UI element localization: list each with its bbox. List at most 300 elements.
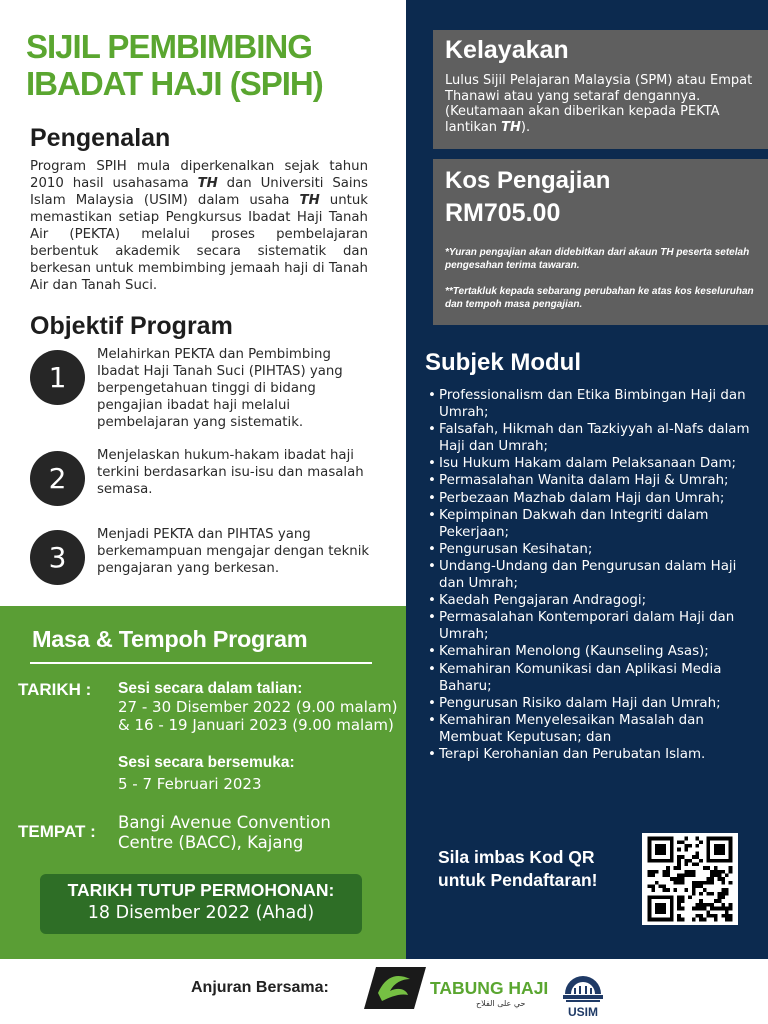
qr-module xyxy=(684,859,688,863)
qr-module xyxy=(662,885,666,889)
qr-module xyxy=(681,877,685,881)
fee-amount: RM705.00 xyxy=(445,199,561,227)
qr-module xyxy=(729,859,733,863)
date-label: TARIKH : xyxy=(18,680,92,699)
qr-module xyxy=(699,899,703,903)
qr-module xyxy=(662,837,666,841)
qr-module xyxy=(699,892,703,896)
qr-module xyxy=(655,903,659,907)
qr-module xyxy=(707,877,711,881)
tabung-haji-arabic-text: حي على الفلاح xyxy=(476,999,526,1008)
qr-module xyxy=(729,907,733,911)
qr-module xyxy=(651,885,655,889)
qr-module xyxy=(662,873,666,877)
title-line-1: SIJIL PEMBIMBING xyxy=(26,28,312,65)
qr-module xyxy=(655,870,659,874)
online-session-dates: 27 - 30 Disember 2022 (9.00 malam) & 16 - 19 Januari 2023 (9.00 malam) xyxy=(118,698,398,734)
qr-module xyxy=(659,903,663,907)
module-item: • Kemahiran Menolong (Kaunseling Asas); xyxy=(428,643,761,660)
closing-date-value: 18 Disember 2022 (Ahad) xyxy=(87,903,315,923)
qr-module xyxy=(648,848,652,852)
qr-module xyxy=(725,907,729,911)
qr-module xyxy=(718,870,722,874)
qr-module xyxy=(714,907,718,911)
qr-module xyxy=(677,855,681,859)
qr-module xyxy=(670,859,674,863)
qr-module xyxy=(707,844,711,848)
qr-module xyxy=(662,851,666,855)
qr-module xyxy=(670,918,674,922)
qr-module xyxy=(659,859,663,863)
qr-module xyxy=(659,848,663,852)
module-item: • Kemahiran Menyelesaikan Masalah dan Membuat Keputusan; dan xyxy=(428,712,761,746)
module-item: • Permasalahan Kontemporari dalam Haji dan Umrah; xyxy=(428,609,761,643)
qr-module xyxy=(707,837,711,841)
page-title xyxy=(26,28,401,102)
qr-module xyxy=(721,881,725,885)
qr-module xyxy=(662,918,666,922)
qr-module xyxy=(699,907,703,911)
fee-heading: Kos Pengajian xyxy=(445,167,611,194)
qr-module xyxy=(681,873,685,877)
footer xyxy=(0,959,768,1024)
qr-module xyxy=(710,877,714,881)
objective-number-badge: 2 xyxy=(30,451,85,506)
usim-logo-icon xyxy=(560,966,606,1020)
qr-module xyxy=(655,881,659,885)
qr-module xyxy=(707,848,711,852)
qr-module xyxy=(729,844,733,848)
qr-module xyxy=(721,837,725,841)
qr-module xyxy=(648,870,652,874)
qr-module xyxy=(688,844,692,848)
qr-module xyxy=(729,903,733,907)
qr-module xyxy=(699,840,703,844)
qr-module xyxy=(707,881,711,885)
qr-module xyxy=(725,918,729,922)
qr-module xyxy=(692,918,696,922)
qr-module xyxy=(648,885,652,889)
qr-module xyxy=(655,910,659,914)
qr-module xyxy=(725,873,729,877)
qr-module xyxy=(670,903,674,907)
qr-module xyxy=(655,848,659,852)
qr-module xyxy=(714,866,718,870)
usim-logo-text: USIM xyxy=(568,1005,598,1019)
qr-module xyxy=(725,892,729,896)
qr-module xyxy=(721,907,725,911)
objective-item xyxy=(30,527,390,586)
qr-module xyxy=(673,881,677,885)
qr-module xyxy=(684,873,688,877)
eligibility-text: Lulus Sijil Pelajaran Malaysia (SPM) atau Empat Thanawi atau yang setaraf dengannya. (Keutamaan akan diberikan kepada PEKTA lantikan TH). xyxy=(445,73,753,135)
left-column xyxy=(0,0,406,606)
qr-module xyxy=(684,844,688,848)
qr-module xyxy=(670,837,674,841)
online-session-heading: Sesi secara dalam talian: xyxy=(118,680,303,697)
fee-box xyxy=(433,159,768,325)
qr-module xyxy=(651,918,655,922)
qr-module xyxy=(677,848,681,852)
qr-module xyxy=(648,873,652,877)
qr-module xyxy=(729,870,733,874)
qr-module xyxy=(677,873,681,877)
qr-module xyxy=(670,896,674,900)
qr-instruction: Sila imbas Kod QR untuk Pendaftaran! xyxy=(438,847,598,890)
module-item: • Pengurusan Kesihatan; xyxy=(428,541,761,558)
modules-heading: Subjek Modul xyxy=(425,349,581,376)
qr-module xyxy=(692,907,696,911)
qr-module xyxy=(718,896,722,900)
qr-module xyxy=(718,859,722,863)
qr-module xyxy=(707,840,711,844)
qr-module xyxy=(681,881,685,885)
modules-list xyxy=(428,387,761,763)
qr-module xyxy=(710,870,714,874)
qr-module xyxy=(651,870,655,874)
schedule-section xyxy=(0,606,406,959)
qr-module xyxy=(696,914,700,918)
module-item: • Kemahiran Komunikasi dan Aplikasi Media Baharu; xyxy=(428,661,761,695)
qr-module xyxy=(721,888,725,892)
qr-module xyxy=(714,918,718,922)
qr-module xyxy=(692,881,696,885)
qr-module xyxy=(699,881,703,885)
qr-module xyxy=(648,914,652,918)
qr-module xyxy=(684,870,688,874)
qr-module xyxy=(684,837,688,841)
qr-module xyxy=(699,914,703,918)
qr-module xyxy=(659,896,663,900)
qr-module xyxy=(677,881,681,885)
qr-module xyxy=(692,855,696,859)
qr-module xyxy=(655,918,659,922)
qr-module xyxy=(718,873,722,877)
module-item: • Terapi Kerohanian dan Perubatan Islam. xyxy=(428,746,761,763)
qr-module xyxy=(718,877,722,881)
organizers-label: Anjuran Bersama: xyxy=(191,979,329,996)
heading-divider xyxy=(30,662,372,664)
qr-module xyxy=(703,907,707,911)
qr-module xyxy=(718,844,722,848)
objectives-heading: Objektif Program xyxy=(30,312,233,340)
qr-module xyxy=(648,844,652,848)
qr-module xyxy=(648,851,652,855)
qr-module xyxy=(721,892,725,896)
qr-module xyxy=(670,914,674,918)
qr-module xyxy=(692,873,696,877)
qr-module xyxy=(718,899,722,903)
qr-module xyxy=(699,885,703,889)
qr-module xyxy=(677,907,681,911)
objective-number-badge: 3 xyxy=(30,530,85,585)
qr-module xyxy=(670,877,674,881)
qr-module xyxy=(696,862,700,866)
qr-module xyxy=(710,873,714,877)
right-column xyxy=(406,0,768,959)
qr-module xyxy=(655,896,659,900)
venue-text: Bangi Avenue Convention Centre (BACC), Kajang xyxy=(118,813,331,852)
module-item: • Permasalahan Wanita dalam Haji & Umrah; xyxy=(428,472,761,489)
qr-module xyxy=(729,855,733,859)
objective-text: Melahirkan PEKTA dan Pembimbing Ibadat Haji Tanah Suci (PIHTAS) yang berpengetahuan tinggi di bidang pengajian ibadat haji melalui pembelajaran yang sistematik. xyxy=(97,347,343,430)
qr-module xyxy=(677,903,681,907)
qr-module xyxy=(729,866,733,870)
qr-module xyxy=(707,855,711,859)
qr-module xyxy=(666,866,670,870)
qr-module xyxy=(662,859,666,863)
eligibility-box xyxy=(433,30,768,149)
qr-module xyxy=(677,859,681,863)
qr-module xyxy=(670,907,674,911)
qr-module xyxy=(677,877,681,881)
qr-module xyxy=(721,859,725,863)
qr-module xyxy=(677,918,681,922)
closing-date-label: TARIKH TUTUP PERMOHONAN: xyxy=(67,880,335,900)
qr-module xyxy=(670,844,674,848)
qr-module xyxy=(684,888,688,892)
module-item: • Professionalism dan Etika Bimbingan Haji dan Umrah; xyxy=(428,387,761,421)
qr-module xyxy=(651,888,655,892)
qr-module xyxy=(651,837,655,841)
qr-module xyxy=(659,844,663,848)
qr-module xyxy=(729,848,733,852)
module-item: • Kaedah Pengajaran Andragogi; xyxy=(428,592,761,609)
qr-module xyxy=(648,910,652,914)
qr-module xyxy=(666,837,670,841)
qr-module xyxy=(659,851,663,855)
qr-module xyxy=(692,870,696,874)
objective-item xyxy=(30,347,390,430)
qr-module xyxy=(662,903,666,907)
qr-module xyxy=(707,859,711,863)
qr-module xyxy=(729,918,733,922)
qr-module xyxy=(684,862,688,866)
schedule-heading: Masa & Tempoh Program xyxy=(32,626,308,652)
qr-module xyxy=(681,899,685,903)
qr-module xyxy=(655,859,659,863)
qr-module xyxy=(666,918,670,922)
qr-module xyxy=(648,899,652,903)
qr-module xyxy=(696,885,700,889)
qr-module xyxy=(655,837,659,841)
qr-module xyxy=(688,859,692,863)
qr-module xyxy=(707,892,711,896)
qr-module xyxy=(662,910,666,914)
qr-module xyxy=(662,907,666,911)
qr-module xyxy=(670,910,674,914)
qr-module xyxy=(681,907,685,911)
qr-module xyxy=(677,866,681,870)
tabung-haji-logo-text: TABUNG HAJI xyxy=(430,978,549,998)
qr-module xyxy=(670,848,674,852)
qr-module xyxy=(648,918,652,922)
qr-module xyxy=(707,914,711,918)
qr-module xyxy=(666,896,670,900)
fee-note-1: *Yuran pengajian akan didebitkan dari akaun TH peserta setelah pengesahan terima tawaran. xyxy=(445,247,750,271)
qr-module xyxy=(648,859,652,863)
intro-text: Program SPIH mula diperkenalkan sejak tahun 2010 hasil usahasama TH dan Universiti Sains Islam Malaysia (USIM) dalam usaha TH untuk memastikan setiap Pengkursus Ibadat Haji Tanah Air (PEKTA) melalui proses pembelajaran berbentuk akademik secara sistematik dan berkesan untuk membimbing jemaah haji di Tanah Air dan Tanah Suci. xyxy=(30,159,368,293)
qr-module xyxy=(710,892,714,896)
qr-module xyxy=(707,910,711,914)
qr-module xyxy=(699,859,703,863)
objective-number-badge: 1 xyxy=(30,350,85,405)
objective-text: Menjelaskan hukum-hakam ibadat haji terkini berdasarkan isu-isu dan masalah semasa. xyxy=(97,448,364,497)
qr-module xyxy=(721,870,725,874)
intro-heading: Pengenalan xyxy=(30,124,171,152)
qr-module xyxy=(699,918,703,922)
objective-text: Menjadi PEKTA dan PIHTAS yang berkemampuan mengajar dengan teknik pengajaran yang berkesan. xyxy=(97,527,370,576)
qr-module xyxy=(721,851,725,855)
qr-module xyxy=(729,881,733,885)
qr-module xyxy=(673,888,677,892)
qr-module xyxy=(729,840,733,844)
qr-module xyxy=(710,881,714,885)
qr-module xyxy=(721,896,725,900)
qr-module xyxy=(729,914,733,918)
qr-module xyxy=(707,851,711,855)
module-item: • Perbezaan Mazhab dalam Haji dan Umrah; xyxy=(428,490,761,507)
inperson-session-heading: Sesi secara bersemuka: xyxy=(118,754,295,771)
qr-module xyxy=(673,877,677,881)
module-item: • Falsafah, Hikmah dan Tazkiyyah al-Nafs dalam Haji dan Umrah; xyxy=(428,421,761,455)
qr-code[interactable] xyxy=(642,833,738,925)
qr-module xyxy=(648,840,652,844)
qr-module xyxy=(662,848,666,852)
qr-module xyxy=(659,885,663,889)
module-item: • Kepimpinan Dakwah dan Integriti dalam Pekerjaan; xyxy=(428,507,761,541)
qr-module xyxy=(729,837,733,841)
qr-module xyxy=(696,903,700,907)
qr-module xyxy=(648,903,652,907)
qr-module xyxy=(714,870,718,874)
qr-module xyxy=(681,896,685,900)
qr-module xyxy=(651,896,655,900)
qr-module xyxy=(696,851,700,855)
qr-module xyxy=(681,855,685,859)
qr-module xyxy=(692,862,696,866)
qr-module xyxy=(703,866,707,870)
qr-module xyxy=(710,837,714,841)
qr-module xyxy=(659,910,663,914)
qr-module xyxy=(673,866,677,870)
qr-module xyxy=(703,881,707,885)
qr-module xyxy=(721,903,725,907)
qr-module xyxy=(718,907,722,911)
qr-module xyxy=(670,899,674,903)
qr-module xyxy=(648,907,652,911)
qr-module xyxy=(677,914,681,918)
qr-module xyxy=(714,859,718,863)
qr-module xyxy=(666,859,670,863)
qr-module xyxy=(659,907,663,911)
qr-module xyxy=(718,892,722,896)
qr-module xyxy=(707,903,711,907)
qr-module xyxy=(725,914,729,918)
qr-module xyxy=(714,851,718,855)
qr-module xyxy=(648,896,652,900)
qr-module xyxy=(696,844,700,848)
qr-module xyxy=(721,848,725,852)
qr-module xyxy=(692,892,696,896)
qr-module xyxy=(670,855,674,859)
qr-module xyxy=(725,910,729,914)
qr-module xyxy=(710,859,714,863)
qr-module xyxy=(684,848,688,852)
qr-module xyxy=(666,870,670,874)
qr-module xyxy=(699,903,703,907)
qr-module xyxy=(714,848,718,852)
qr-module xyxy=(696,881,700,885)
qr-module xyxy=(696,855,700,859)
qr-module xyxy=(688,896,692,900)
qr-module xyxy=(677,862,681,866)
tabung-haji-logo-icon xyxy=(364,967,426,1009)
qr-module xyxy=(677,840,681,844)
qr-module xyxy=(670,851,674,855)
qr-module xyxy=(696,837,700,841)
qr-module xyxy=(714,914,718,918)
qr-module xyxy=(662,896,666,900)
qr-module xyxy=(703,903,707,907)
qr-module xyxy=(659,837,663,841)
qr-module xyxy=(655,907,659,911)
qr-module xyxy=(655,851,659,855)
qr-module xyxy=(725,859,729,863)
inperson-session-date: 5 - 7 Februari 2023 xyxy=(118,775,262,793)
qr-module xyxy=(655,844,659,848)
closing-date-box xyxy=(40,874,362,934)
qr-module xyxy=(710,907,714,911)
qr-module xyxy=(670,840,674,844)
qr-module xyxy=(692,888,696,892)
qr-module xyxy=(666,888,670,892)
qr-module xyxy=(681,840,685,844)
venue-label: TEMPAT : xyxy=(18,822,96,841)
module-item: • Undang-Undang dan Pengurusan dalam Haji dan Umrah; xyxy=(428,558,761,592)
qr-module xyxy=(725,837,729,841)
qr-module xyxy=(718,851,722,855)
module-item: • Isu Hukum Hakam dalam Pelaksanaan Dam; xyxy=(428,455,761,472)
qr-module xyxy=(648,855,652,859)
title-line-2: IBADAT HAJI (SPIH) xyxy=(26,65,323,102)
qr-module xyxy=(688,873,692,877)
qr-module xyxy=(707,866,711,870)
qr-module xyxy=(721,914,725,918)
objective-item xyxy=(30,448,390,507)
qr-module xyxy=(721,877,725,881)
qr-module xyxy=(725,888,729,892)
qr-module xyxy=(666,873,670,877)
qr-module xyxy=(721,844,725,848)
qr-module xyxy=(703,888,707,892)
qr-module xyxy=(662,844,666,848)
qr-module xyxy=(729,851,733,855)
qr-module xyxy=(703,918,707,922)
qr-module xyxy=(714,844,718,848)
qr-module xyxy=(692,885,696,889)
qr-module xyxy=(651,859,655,863)
qr-module xyxy=(710,914,714,918)
module-item: • Pengurusan Risiko dalam Haji dan Umrah; xyxy=(428,695,761,712)
fee-note-2: **Tertakluk kepada sebarang perubahan ke atas kos keseluruhan dan tempoh masa pengajian. xyxy=(445,286,754,310)
qr-module xyxy=(718,837,722,841)
qr-module xyxy=(681,918,685,922)
qr-module xyxy=(696,907,700,911)
qr-module xyxy=(648,837,652,841)
qr-module xyxy=(718,848,722,852)
qr-module xyxy=(714,873,718,877)
